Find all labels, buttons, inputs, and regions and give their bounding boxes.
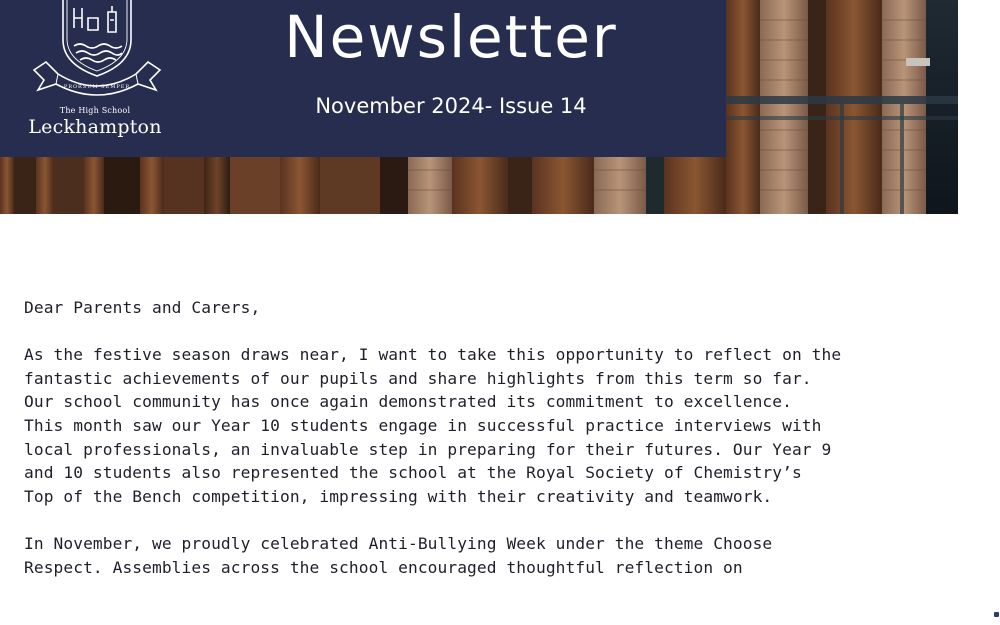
paragraph-line: In November, we proudly celebrated Anti-Bullying Week under the theme Choose (24, 533, 773, 553)
newsletter-banner (0, 0, 958, 214)
paragraph-line: Our school community has once again demonstrated its commitment to excellence. (24, 392, 792, 412)
school-name: Leckhampton (28, 116, 162, 138)
salutation: Dear Parents and Carers, (24, 298, 261, 317)
paragraph-line: As the festive season draws near, I want to take this opportunity to reflect on the (24, 345, 842, 365)
paragraph-1 (24, 343, 974, 508)
paragraph-line: Respect. Assemblies across the school encouraged thoughtful reflection on (24, 557, 743, 577)
banner-title-panel (0, 0, 726, 157)
school-crest-shield-icon (30, 0, 164, 104)
paragraph-2 (24, 532, 974, 579)
paragraph-line: This month saw our Year 10 students engage in successful practice interviews with (24, 415, 822, 435)
crest-motto: PRORSUM SEMPER (63, 84, 131, 90)
letter-body (24, 296, 974, 603)
page-edge-mark (994, 612, 999, 617)
paragraph-line: and 10 students also represented the school at the Royal Society of Chemistry’s (24, 463, 802, 483)
paragraph-line: fantastic achievements of our pupils and share highlights from this term so far. (24, 368, 812, 388)
newsletter-title: Newsletter (284, 3, 618, 71)
paragraph-line: local professionals, an invaluable step in preparing for their futures. Our Year 9 (24, 439, 832, 459)
paragraph-line: Top of the Bench competition, impressing with their creativity and teamwork. (24, 486, 773, 506)
newsletter-issue: November 2024- Issue 14 (315, 94, 587, 118)
school-name-small: The High School (59, 106, 131, 115)
